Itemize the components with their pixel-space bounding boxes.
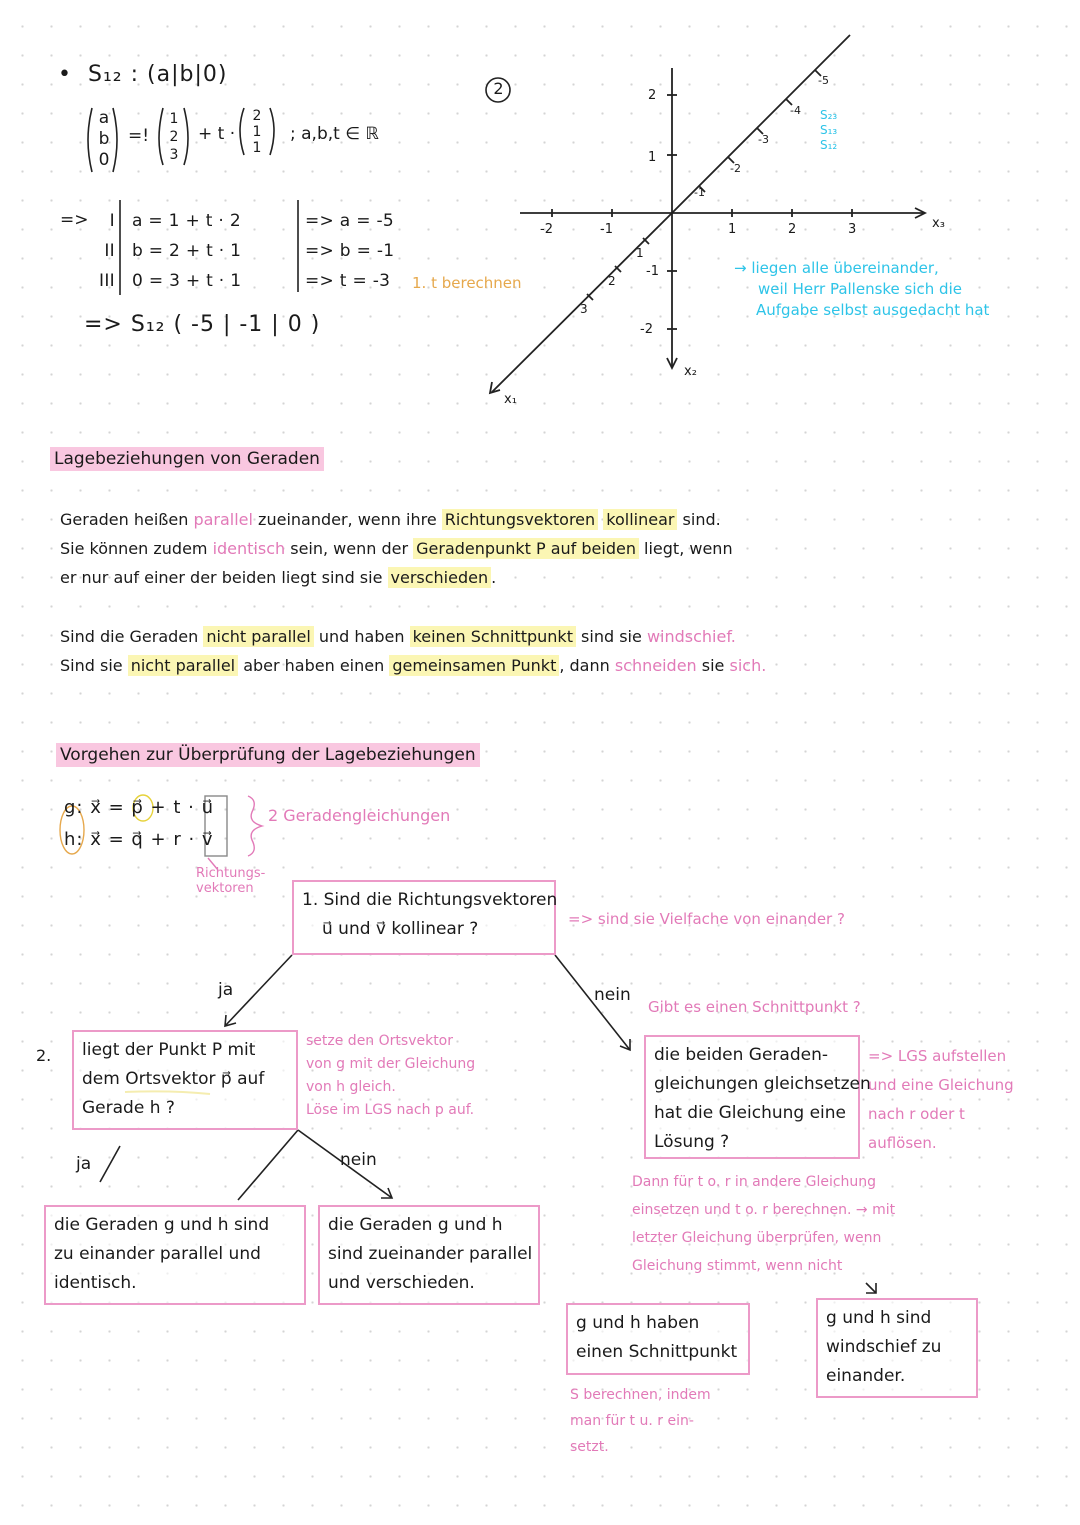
text-run: Sie können zudem bbox=[60, 539, 213, 558]
vector-p-row: 2 bbox=[169, 129, 179, 145]
bracket-u-left bbox=[240, 108, 244, 155]
x3-tick-label: -1 bbox=[600, 222, 613, 237]
vector-u-row: 2 bbox=[252, 108, 262, 124]
dann-note bbox=[632, 1168, 895, 1280]
axis-x2-label: x₂ bbox=[684, 364, 697, 379]
legend-entry: S₂₃ bbox=[820, 108, 838, 122]
text-run: aber haben einen bbox=[238, 656, 390, 675]
highlighted-term: gemeinsamen Punkt bbox=[389, 655, 559, 676]
pink-term: identisch bbox=[212, 539, 286, 558]
question-collinear-box bbox=[292, 880, 556, 955]
vector-u-row: 1 bbox=[252, 140, 262, 156]
dann-note-line: letzter Gleichung überprüfen, wenn bbox=[632, 1230, 882, 1246]
schnitt-note bbox=[570, 1382, 711, 1460]
x2-tick-label: 1 bbox=[648, 150, 657, 165]
dann-note-line: einsetzen und t o. r berechnen. → mit bbox=[632, 1202, 896, 1218]
highlighted-term: nicht parallel bbox=[128, 655, 238, 676]
vector-a-row: b bbox=[98, 129, 110, 149]
brace-note: 2 Geradengleichungen bbox=[268, 806, 451, 825]
para-line bbox=[60, 534, 733, 563]
lgs-roman: III bbox=[99, 271, 115, 291]
result-distinct-box bbox=[318, 1205, 540, 1305]
q3-note-line: => LGS aufstellen bbox=[868, 1047, 1007, 1065]
lgs-result: => a = -5 bbox=[305, 211, 395, 231]
text-run: liegt, wenn bbox=[638, 539, 733, 558]
lgs-result: => t = -3 bbox=[305, 271, 391, 291]
axis-x3-label: x₃ bbox=[932, 216, 945, 231]
result-identical-box bbox=[44, 1205, 306, 1305]
pink-term: parallel bbox=[193, 510, 253, 529]
ja-label-2: ja bbox=[76, 1154, 92, 1174]
bracket-a-right bbox=[113, 108, 117, 172]
box-line: sind zueinander parallel bbox=[328, 1244, 533, 1264]
text-run: sind sie bbox=[575, 627, 647, 646]
bullet: • bbox=[58, 62, 72, 87]
highlighted-term: nicht parallel bbox=[203, 626, 313, 647]
x2-tick-label: 2 bbox=[648, 88, 657, 103]
dann-note-line: Gleichung stimmt, wenn nicht bbox=[632, 1258, 843, 1274]
x2-tick-label: -2 bbox=[640, 322, 653, 337]
question-equation-box bbox=[644, 1035, 871, 1159]
q1-note: => sind sie Vielfache von einander ? bbox=[568, 910, 845, 928]
connector-ja1 bbox=[225, 955, 292, 1026]
h-equation: h: x⃗ = q⃗ + r · v⃗ bbox=[64, 829, 214, 850]
bracket-u-right bbox=[270, 108, 274, 155]
highlighted-term: Richtungsvektoren bbox=[442, 509, 598, 530]
box-line: g und h sind bbox=[826, 1308, 932, 1328]
vector-a-row: a bbox=[98, 108, 110, 128]
box-line: liegt der Punkt P mit bbox=[82, 1040, 256, 1060]
diag-tick-label: -2 bbox=[730, 162, 741, 175]
box-line: Lösung ? bbox=[654, 1132, 730, 1152]
graph-note-line: weil Herr Pallenske sich die bbox=[758, 280, 962, 298]
para-line bbox=[60, 622, 766, 651]
schnitt-note-line: S berechnen, indem bbox=[570, 1387, 711, 1403]
equal-excl: =! bbox=[128, 126, 150, 146]
schnitt-note-line: man für t u. r ein- bbox=[570, 1413, 694, 1429]
graph-note-line: → liegen alle übereinander, bbox=[734, 259, 939, 277]
coordinate-system bbox=[490, 35, 925, 393]
lgs-equation: b = 2 + t · 1 bbox=[132, 241, 242, 261]
lgs-result: => b = -1 bbox=[305, 241, 395, 261]
text-run: sie bbox=[696, 656, 730, 675]
vector-a-row: 0 bbox=[98, 150, 110, 170]
schnitt-note-line: setzt. bbox=[570, 1439, 609, 1455]
graph-note bbox=[734, 258, 989, 321]
q2-note bbox=[306, 1030, 475, 1122]
circle-number: 2 bbox=[493, 79, 504, 98]
axis-x1-label: x₁ bbox=[504, 392, 517, 407]
text-run: er nur auf einer der beiden liegt sind sie bbox=[60, 568, 388, 587]
para-line bbox=[60, 563, 733, 592]
result-intersection-box bbox=[566, 1303, 750, 1375]
vorgehen-heading: Vorgehen zur Überprüfung der Lagebeziehungen bbox=[56, 743, 480, 767]
para-line bbox=[60, 505, 733, 534]
box-line: u⃗ und v⃗ kollinear ? bbox=[322, 919, 479, 939]
x1-tick-label: 2 bbox=[608, 274, 616, 288]
box-line: einen Schnittpunkt bbox=[576, 1342, 738, 1362]
text-run: Geraden heißen bbox=[60, 510, 194, 529]
s12-result: => S₁₂ ( -5 | -1 | 0 ) bbox=[84, 312, 321, 337]
x1-tick-label: 3 bbox=[580, 302, 588, 316]
question-point-box bbox=[72, 1030, 298, 1130]
q3-note-line: nach r oder t bbox=[868, 1105, 965, 1123]
text-run: . bbox=[491, 568, 497, 587]
box-line: 1. Sind die Richtungsvektoren bbox=[302, 890, 558, 910]
connector-q2-left bbox=[238, 1130, 298, 1200]
x2-tick-label: -1 bbox=[646, 264, 659, 279]
x3-tick-label: 2 bbox=[788, 222, 797, 237]
connector-ja2 bbox=[100, 1146, 120, 1182]
x3-tick-label: 3 bbox=[848, 222, 857, 237]
highlighted-term: kollinear bbox=[603, 509, 677, 530]
number-2: 2. bbox=[36, 1046, 52, 1065]
text-run: und haben bbox=[313, 627, 410, 646]
vector-a bbox=[97, 108, 111, 171]
pink-term: schneiden bbox=[614, 656, 697, 675]
box-line: dem Ortsvektor p⃗ auf bbox=[82, 1069, 265, 1089]
domain-text: ; a,b,t ∈ ℝ bbox=[290, 124, 379, 144]
box-line: Gerade h ? bbox=[82, 1098, 175, 1118]
box-line: und verschieden. bbox=[328, 1273, 475, 1293]
box-line: identisch. bbox=[54, 1273, 137, 1293]
bracket-p-left bbox=[159, 108, 163, 165]
highlighted-term: keinen Schnittpunkt bbox=[410, 626, 576, 647]
box-line: die beiden Geraden- bbox=[654, 1045, 828, 1065]
text-run: zueinander, wenn ihre bbox=[252, 510, 442, 529]
bracket-a-left bbox=[88, 108, 92, 172]
para-line bbox=[60, 651, 766, 680]
nein-label-1: nein bbox=[594, 985, 631, 1005]
x3-tick-label: -2 bbox=[540, 222, 553, 237]
q2-note-line: setze den Ortsvektor bbox=[306, 1033, 454, 1049]
x3-tick-label: 1 bbox=[728, 222, 737, 237]
vector-p-row: 1 bbox=[169, 111, 179, 127]
plus-t: + t · bbox=[198, 124, 236, 144]
schnitt-question: Gibt es einen Schnittpunkt ? bbox=[648, 998, 861, 1016]
nein-label-2: nein bbox=[340, 1150, 377, 1170]
s12-header: S₁₂ : (a|b|0) bbox=[88, 62, 228, 87]
dann-note-line: Dann für t o. r in andere Gleichung bbox=[632, 1174, 877, 1190]
pink-term: sich. bbox=[729, 656, 767, 675]
richtung-note bbox=[196, 866, 265, 896]
graph-note-line: Aufgabe selbst ausgedacht hat bbox=[756, 301, 990, 319]
lgs-equation: a = 1 + t · 2 bbox=[132, 211, 241, 231]
text-run: , dann bbox=[559, 656, 615, 675]
box-line: g und h haben bbox=[576, 1313, 700, 1333]
text-run: sein, wenn der bbox=[285, 539, 414, 558]
richtung-note-line: vektoren bbox=[196, 881, 254, 896]
pink-term: windschief. bbox=[646, 627, 736, 646]
highlighted-term: Geradenpunkt P auf beiden bbox=[413, 538, 639, 559]
lgs-roman: I bbox=[109, 211, 115, 231]
text-run: Sind sie bbox=[60, 656, 128, 675]
q3-note-line: und eine Gleichung bbox=[868, 1076, 1014, 1094]
g-equation: g: x⃗ = p⃗ + t · u⃗ bbox=[64, 797, 214, 818]
bracket-p-right bbox=[184, 108, 188, 165]
vector-u bbox=[248, 108, 266, 156]
q2-note-line: Löse im LGS nach p auf. bbox=[306, 1102, 475, 1118]
q3-note bbox=[868, 1042, 1014, 1158]
box-line: hat die Gleichung eine bbox=[654, 1103, 846, 1123]
legend-entry: S₁₃ bbox=[820, 123, 838, 137]
box-line: einander. bbox=[826, 1366, 906, 1386]
diag-tick-label: -4 bbox=[790, 104, 801, 117]
box-line: zu einander parallel und bbox=[54, 1244, 261, 1264]
text-run: Sind die Geraden bbox=[60, 627, 204, 646]
ja-label-1: ja bbox=[218, 980, 234, 1000]
connector-nicht bbox=[866, 1283, 876, 1293]
lgs-roman: II bbox=[104, 241, 115, 261]
lage-paragraph-2 bbox=[60, 622, 766, 680]
lgs-equation: 0 = 3 + t · 1 bbox=[132, 271, 242, 291]
q3-note-line: auflösen. bbox=[868, 1134, 937, 1152]
diag-tick-label: -3 bbox=[758, 133, 769, 146]
vector-u-row: 1 bbox=[252, 124, 262, 140]
legend-entry: S₁₂ bbox=[820, 138, 838, 152]
graph-legend bbox=[820, 108, 837, 153]
richtung-note-line: Richtungs- bbox=[196, 866, 266, 881]
q2-note-line: von g mit der Gleichung bbox=[306, 1056, 476, 1072]
box-line: die Geraden g und h sind bbox=[54, 1215, 270, 1235]
lgs-arrow: => bbox=[60, 210, 89, 230]
lage-paragraph-1 bbox=[60, 505, 733, 592]
vector-p-row: 3 bbox=[169, 147, 179, 163]
box-line: die Geraden g und h bbox=[328, 1215, 503, 1235]
q2-note-line: von h gleich. bbox=[306, 1079, 396, 1095]
brace bbox=[248, 796, 262, 856]
x1-tick-label: 1 bbox=[636, 246, 644, 260]
box-line: windschief zu bbox=[826, 1337, 942, 1357]
result-skew-box bbox=[816, 1298, 978, 1398]
text-run: sind. bbox=[677, 510, 721, 529]
diag-tick-label: -5 bbox=[818, 74, 829, 87]
vector-p bbox=[166, 110, 182, 164]
box-line: gleichungen gleichsetzen bbox=[654, 1074, 871, 1094]
lage-heading: Lagebeziehungen von Geraden bbox=[50, 447, 324, 471]
diag-tick-label: -1 bbox=[694, 186, 705, 199]
highlighted-term: verschieden bbox=[388, 567, 492, 588]
t-berechnen-note: 1. t berechnen bbox=[412, 274, 522, 292]
